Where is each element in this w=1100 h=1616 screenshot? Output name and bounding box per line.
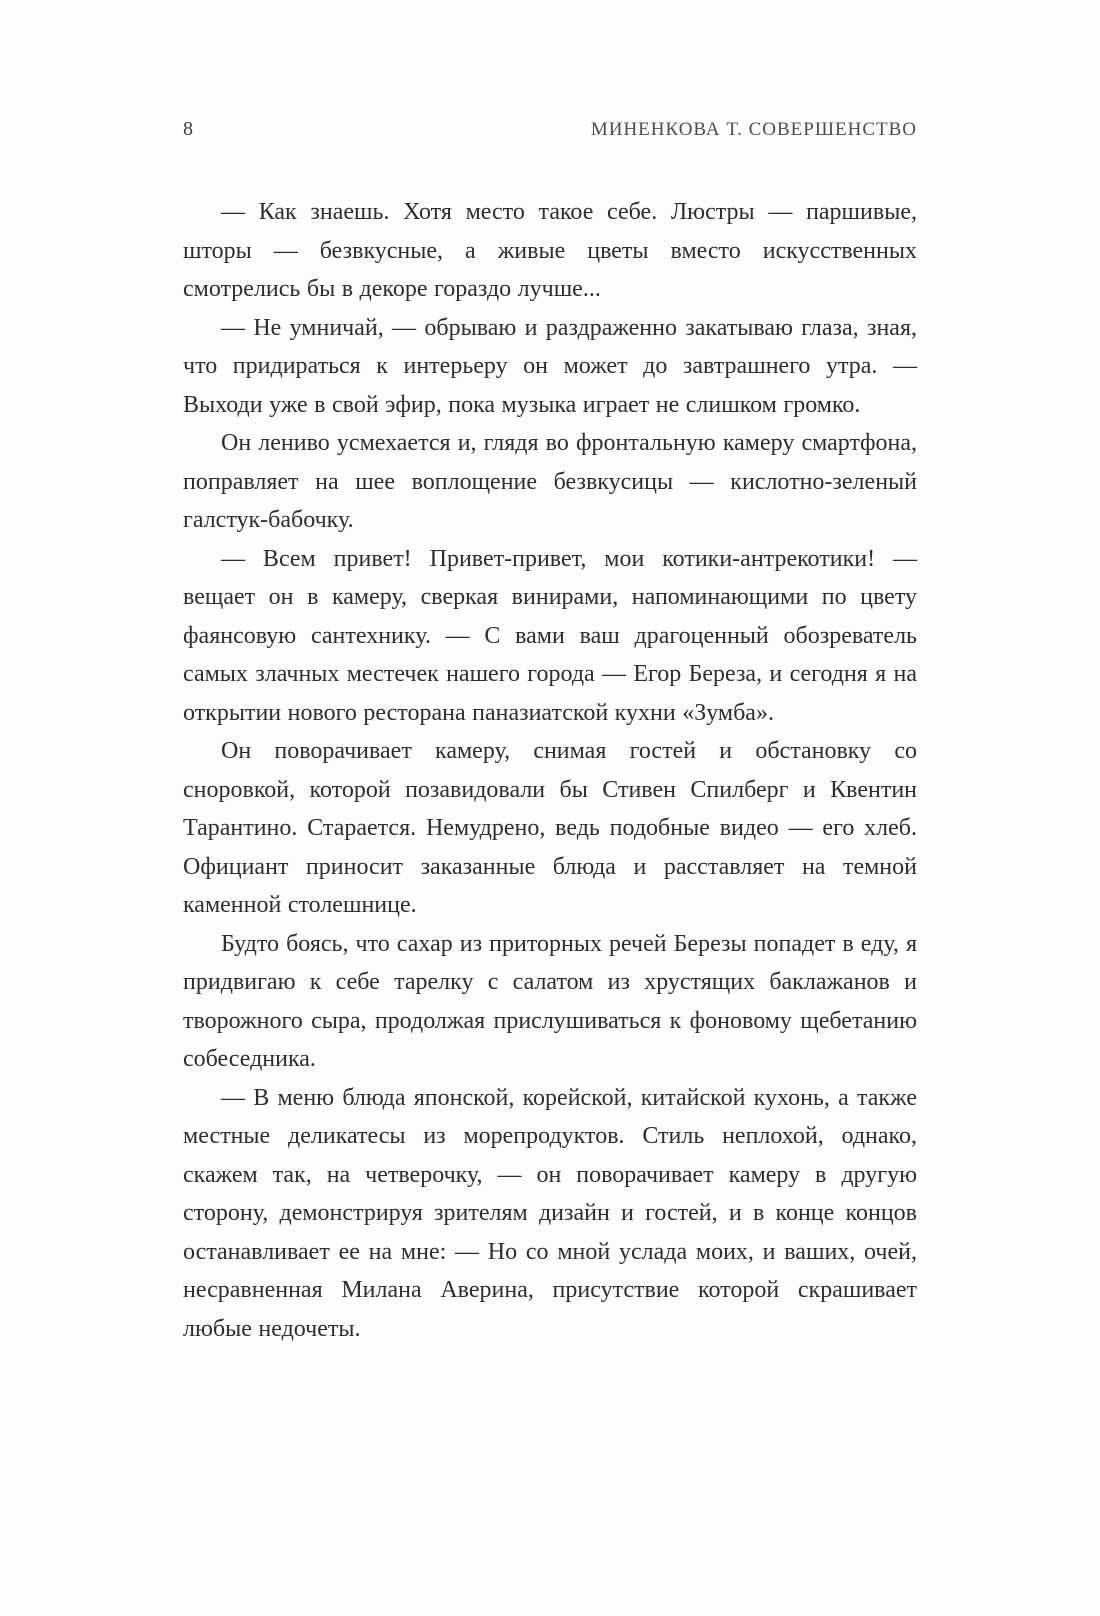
- paragraph: Будто боясь, что сахар из приторных речей Березы попадет в еду, я придвигаю к себе тарелку с салатом из хрустящих баклажанов и творожного сыра, продолжая прислушиваться к фоновому щебетанию собеседника.: [183, 930, 917, 1072]
- paragraph: — Не умничай, — обрываю и раздраженно закатываю глаза, зная, что придираться к интерьеру он может до завтрашнего утра. — Выходи уже в свой эфир, пока музыка играет не слишком громко.: [183, 314, 917, 418]
- page-number: 8: [183, 118, 193, 140]
- paragraph: — Всем привет! Привет-привет, мои котики-антрекотики! — вещает он в камеру, сверкая винирами, напоминающими по цвету фаянсовую сантехнику. — С вами ваш драгоценный обозреватель самых злачных местечек нашего города — Егор Береза, и сегодня я на открытии нового ресторана паназиатской кухни «Зумба».: [183, 545, 917, 726]
- running-title: МИНЕНКОВА Т. СОВЕРШЕНСТВО: [590, 119, 917, 140]
- page-header: [183, 118, 917, 141]
- paragraph: — В меню блюда японской, корейской, китайской кухонь, а также местные деликатесы из морепродуктов. Стиль неплохой, однако, скажем так, на четверочку, — он поворачивает камеру в другую сторону, демонстрируя зрителям дизайн и гостей, и в конце концов останавливает ее на мне: — Но со мной услада моих, и ваших, очей, несравненная Милана Аверина, присутствие которой скрашивает любые недочеты.: [183, 1084, 917, 1342]
- paragraph: Он лениво усмехается и, глядя во фронтальную камеру смартфона, поправляет на шее воплощение безвкусицы — кислотно-зеленый галстук-бабочку.: [183, 430, 917, 533]
- paragraph: Он поворачивает камеру, снимая гостей и обстановку со сноровкой, которой позавидовали бы Стивен Спилберг и Квентин Тарантино. Старается. Немудрено, ведь подобные видео — его хлеб. Официант приносит заказанные блюда и расставляет на темной каменной столешнице.: [183, 738, 917, 918]
- body-text: [183, 193, 917, 1348]
- paragraph: — Как знаешь. Хотя место такое себе. Люстры — паршивые, шторы — безвкусные, а живые цветы вместо искусственных смотрелись бы в декоре гораздо лучше...: [183, 199, 917, 302]
